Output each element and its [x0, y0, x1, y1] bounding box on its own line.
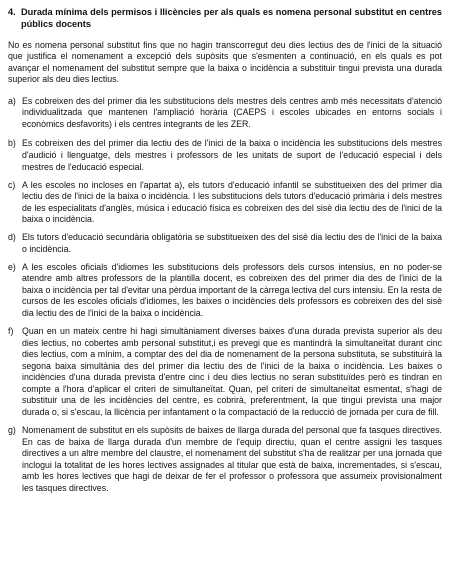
document-page [8, 6, 442, 501]
list-item-a [8, 96, 442, 131]
list-item-b [8, 138, 442, 173]
list-item-text: Es cobreixen des del primer dia lectiu des de l'inici de la baixa o incidència les substitucions dels mestres d'audició i llenguatge, dels mestres i professors de les unitats de suport de l'educació especial i dels mestres de l'educació especial. [22, 138, 442, 172]
list-item-c [8, 180, 442, 226]
section-title: Durada mínima dels permisos i llicències per als quals es nomena personal substitut en centres públics docents [21, 7, 442, 30]
list-marker: c) [8, 179, 16, 190]
list-item-text: A les escoles no incloses en l'apartat a), els tutors d'educació infantil se substitueixen des del primer dia lectiu des de l'inici de la baixa o incidència. I les substitucions dels tutors d'educació primària i dels mestres de les especialitats d'anglès, música i educació física es cobreixen des del sisè dia lectiu des de l'inici de la baixa o incidència. [22, 179, 442, 225]
list-marker: b) [8, 138, 16, 149]
list-item-text: Quan en un mateix centre hi hagi simultàniament diverses baixes d'una durada prevista superior als deu dies lectius, no cobertes amb personal substitut,i es prevegi que es mantindrà la simultaneïtat durant cinc dies lectius, com a mínim, a comptar des del dia de nomenament de la persona substituta, se substituirà la segona baixa simultània des del primer dia lectiu des de l'inici de la baixa o incidència. Les baixes o incidències d'una durada prevista d'entre cinc i deu dies lectius no seran substituïdes però es tindran en compte a l'hora d'aplicar el criteri de simultaneïtat. Quan, pel criteri de simultaneïtat esmentat, s'hagi de substituir una de les incidències del centre, es cobrirà, preferentment, la que tingui prevista una major durada o, si s'escau, la llicència per infantament o la compactació de la reducció de jornada per cura de fill. [22, 326, 442, 417]
section-number: 4. [8, 7, 16, 17]
intro-paragraph: No es nomena personal substitut fins que no hagin transcorregut deu dies lectius des de l'inici de la situació que justifica el nomenament a excepció dels supòsits que s'esmenten a continuació, en els quals es pot avançar el nomenament del substitut sempre que la baixa o incidència a substituir tingui prevista una durada superior als deu dies lectius. [8, 39, 442, 85]
list-marker: a) [8, 95, 16, 106]
list-marker: e) [8, 261, 16, 272]
list-item-text: Els tutors d'educació secundària obligatòria se substitueixen des del sisè dia lectiu des de l'inici de la baixa o incidència. [22, 232, 442, 254]
list-item-text: A les escoles oficials d'idiomes les substitucions dels professors dels cursos intensius, en no poder-se atendre amb altres professors de la plantilla docent, es cobreixen des del primer dia des de l'inici de la baixa o incidència per tal d'evitar una pèrdua important de la càrrega lectiva del curs intensiu. En la resta de cursos de les escoles oficials d'idiomes, les baixes o incidències dels professors es cobreixen des del sisè dia lectiu des de l'inici de la baixa o incidència. [22, 261, 442, 319]
list-marker: f) [8, 326, 14, 337]
list-item-e [8, 262, 442, 320]
list-marker: g) [8, 424, 16, 435]
list-item-text: Nomenament de substitut en els supòsits de baixes de llarga durada del personal que fa tasques directives. En cas de baixa de llarga durada d'un membre de l'equip directiu, quan el centre assigni les tasques directives a un altre membre del claustre, el nomenament del substitut s'ha de realitzar per una jornada que inclogui la totalitat de les hores lectives assignades al titular que està de baixa, incrementades, si s'escau, amb les hores lectives que hagi de deixar de fer el professor o professora que assumeix provisionalment les tasques directives. [22, 424, 442, 493]
section-heading [8, 6, 442, 31]
list-item-text: Es cobreixen des del primer dia les substitucions dels mestres dels centres amb més necessitats d'atenció individualitzada que mantenen l'ampliació horària (CAEPS i escoles ubicades en entorns socials i econòmics desfavorits) i els centres integrants de les ZER. [22, 95, 442, 129]
list-marker: d) [8, 232, 16, 243]
list-item-f [8, 326, 442, 418]
list-item-g [8, 425, 442, 494]
list-item-d [8, 232, 442, 255]
